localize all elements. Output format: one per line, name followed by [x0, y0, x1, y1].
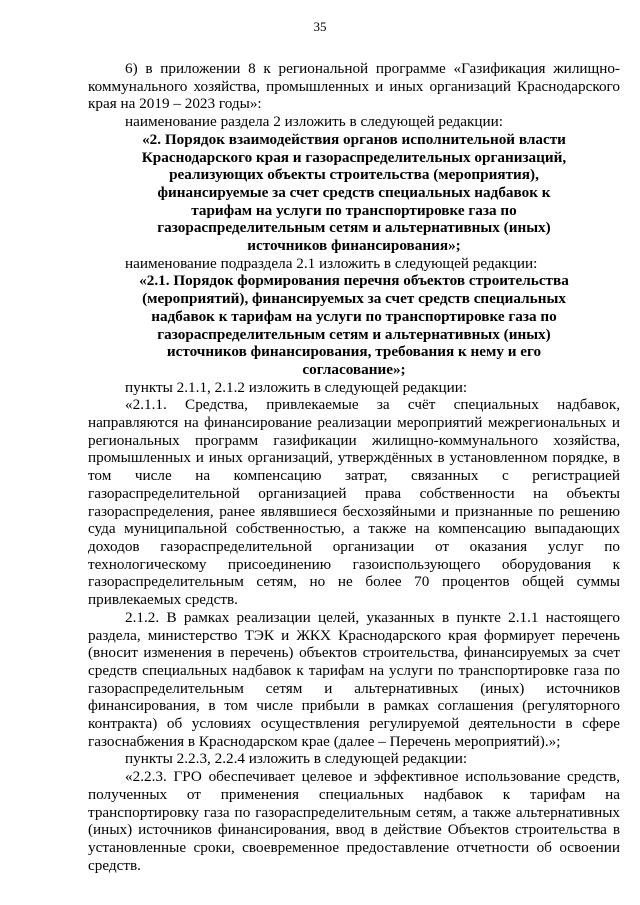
paragraph-item-2-1-2: 2.1.2. В рамках реализации целей, указанных в пункте 2.1.1 настоящего раздела, министерство ТЭК и ЖКХ Краснодарского края формирует перечень (вносит изменения в перечень) объектов строительства, финансируемых за счет средств специальных надбавок к тарифам на услуги по транспортировке газа по газораспределительным сетям и альтернативных (иных) источников финансирования, в том числе прибыли в рамках соглашения (регуляторного контракта) об условиях осуществления регулируемой деятельности в сфере газоснабжения в Краснодарском крае (далее – Перечень мероприятий).»;: [88, 608, 620, 750]
paragraph-item-2-1-1: «2.1.1. Средства, привлекаемые за счёт специальных надбавок, направляются на финансирование реализации мероприятий межрегиональных и региональных программ газификации жилищно-коммунального хозяйства, промышленных и иных организаций, утверждённых в установленном порядке, в том числе на компенсацию затрат, связанных с регистрацией газораспределительной организацией права собственности на объекты газораспределения, ранее являвшиеся бесхозяйными и признанные по решению суда муниципальной собственностью, а также на компенсацию выпадающих доходов газораспределительной организации от оказания услуг по технологическому присоединению газоиспользующего оборудования к газораспределительным сетям, но не более 70 процентов общей суммы привлекаемых средств.: [88, 396, 620, 609]
paragraph-items-2-2-intro: пункты 2.2.3, 2.2.4 изложить в следующей редакции:: [125, 750, 468, 768]
paragraph-appendix-8: 6) в приложении 8 к региональной программе «Газификация жилищно-коммунального хозяйства, промышленных и иных организаций Краснодарского края на 2019 – 2023 годы»:: [88, 60, 620, 113]
paragraph-item-2-2-3: «2.2.3. ГРО обеспечивает целевое и эффективное использование средств, полученных от применения специальных надбавок к тарифам на транспортировку газа по газораспределительным сетям, а также альтернативных (иных) источников финансирования, ввод в действие Объектов строительства в установленные сроки, своевременное предоставление отчетности об освоении средств.: [88, 768, 620, 874]
document-body: [88, 60, 620, 874]
heading-subsection-2-1: «2.1. Порядок формирования перечня объектов строительства (мероприятий), финансируемых за счет средств специальных надбавок к тарифам на услуги по транспортировке газа по газораспределительным сетям и альтернативных (иных) источников финансирования, требования к нему и его согласование»;: [139, 272, 569, 378]
paragraph-subsection-2-1-intro: наименование подраздела 2.1 изложить в следующей редакции:: [125, 254, 538, 272]
paragraph-section-2-intro: наименование раздела 2 изложить в следующей редакции:: [125, 113, 503, 131]
paragraph-items-2-1-intro: пункты 2.1.1, 2.1.2 изложить в следующей редакции:: [125, 378, 468, 396]
heading-section-2: «2. Порядок взаимодействия органов исполнительной власти Краснодарского края и газораспределительных организаций, реализующих объекты строительства (мероприятия), финансируемые за счет средств специальных надбавок к тарифам на услуги по транспортировке газа по газораспределительным сетям и альтернативных (иных) источников финансирования»;: [141, 130, 567, 255]
page-number: 35: [313, 19, 327, 34]
